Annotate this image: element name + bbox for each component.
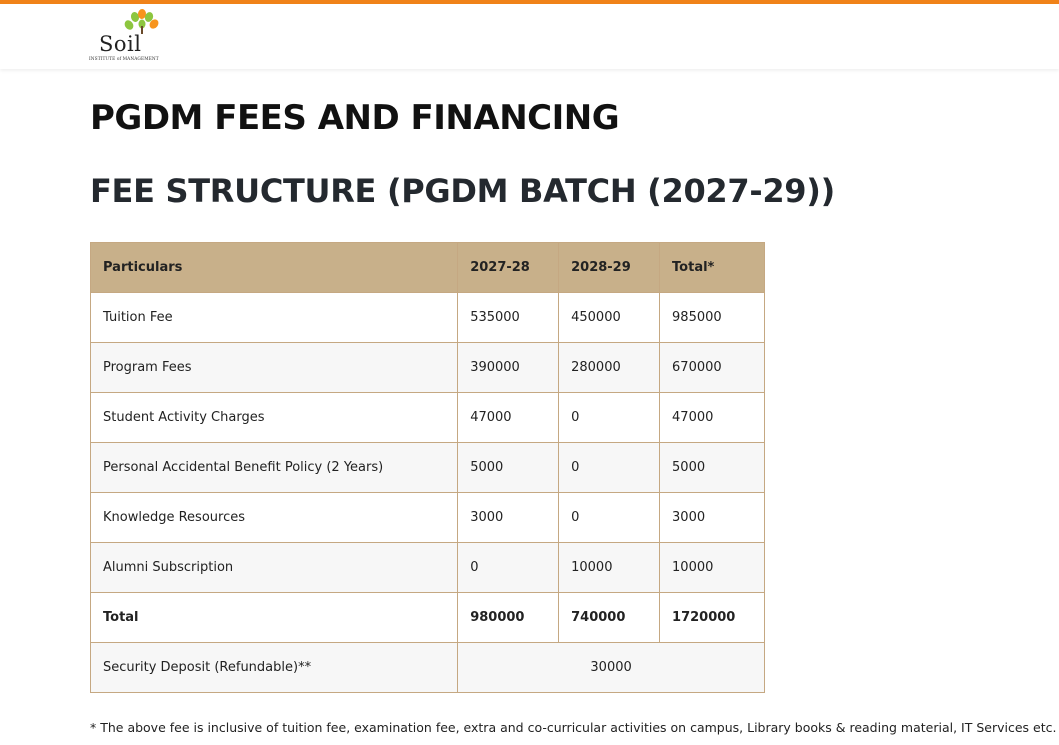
cell-2028-29: 0 [559, 443, 660, 493]
deposit-label: Security Deposit (Refundable)** [91, 643, 458, 693]
cell-2027-28: 0 [458, 543, 559, 593]
table-header-row [91, 243, 765, 293]
fee-structure-table [90, 242, 765, 693]
page-title: PGDM FEES AND FINANCING [90, 98, 620, 138]
total-row [91, 593, 765, 643]
cell-total: 5000 [660, 443, 765, 493]
total-2028-29: 740000 [559, 593, 660, 643]
site-header [0, 4, 1059, 69]
cell-2027-28: 47000 [458, 393, 559, 443]
cell-2028-29: 450000 [559, 293, 660, 343]
header-particulars: Particulars [91, 243, 458, 293]
cell-2028-29: 0 [559, 393, 660, 443]
logo-tagline: INSTITUTE of MANAGEMENT [89, 57, 159, 62]
table-row [91, 543, 765, 593]
total-2027-28: 980000 [458, 593, 559, 643]
cell-total: 670000 [660, 343, 765, 393]
leaves-icon [121, 8, 161, 34]
header-total: Total* [660, 243, 765, 293]
cell-total: 3000 [660, 493, 765, 543]
cell-particular: Program Fees [91, 343, 458, 393]
cell-2027-28: 535000 [458, 293, 559, 343]
table-row [91, 343, 765, 393]
cell-particular: Knowledge Resources [91, 493, 458, 543]
cell-particular: Alumni Subscription [91, 543, 458, 593]
cell-2027-28: 3000 [458, 493, 559, 543]
cell-total: 47000 [660, 393, 765, 443]
cell-total: 10000 [660, 543, 765, 593]
cell-particular: Tuition Fee [91, 293, 458, 343]
header-2028-29: 2028-29 [559, 243, 660, 293]
cell-2028-29: 280000 [559, 343, 660, 393]
cell-total: 985000 [660, 293, 765, 343]
table-row [91, 443, 765, 493]
header-2027-28: 2027-28 [458, 243, 559, 293]
fee-footnote: * The above fee is inclusive of tuition fee, examination fee, extra and co-curricular activities on campus, Library books & reading material, IT Services etc. [90, 720, 1057, 735]
cell-2027-28: 5000 [458, 443, 559, 493]
table-row [91, 293, 765, 343]
cell-2028-29: 0 [559, 493, 660, 543]
soil-logo[interactable] [89, 8, 164, 64]
total-label: Total [91, 593, 458, 643]
table-row [91, 393, 765, 443]
cell-particular: Student Activity Charges [91, 393, 458, 443]
total-grand: 1720000 [660, 593, 765, 643]
cell-2027-28: 390000 [458, 343, 559, 393]
logo-wordmark: Soil [99, 32, 142, 56]
deposit-amount: 30000 [458, 643, 765, 693]
cell-2028-29: 10000 [559, 543, 660, 593]
security-deposit-row [91, 643, 765, 693]
section-title: FEE STRUCTURE (PGDM BATCH (2027-29)) [90, 172, 835, 210]
table-row [91, 493, 765, 543]
cell-particular: Personal Accidental Benefit Policy (2 Years) [91, 443, 458, 493]
